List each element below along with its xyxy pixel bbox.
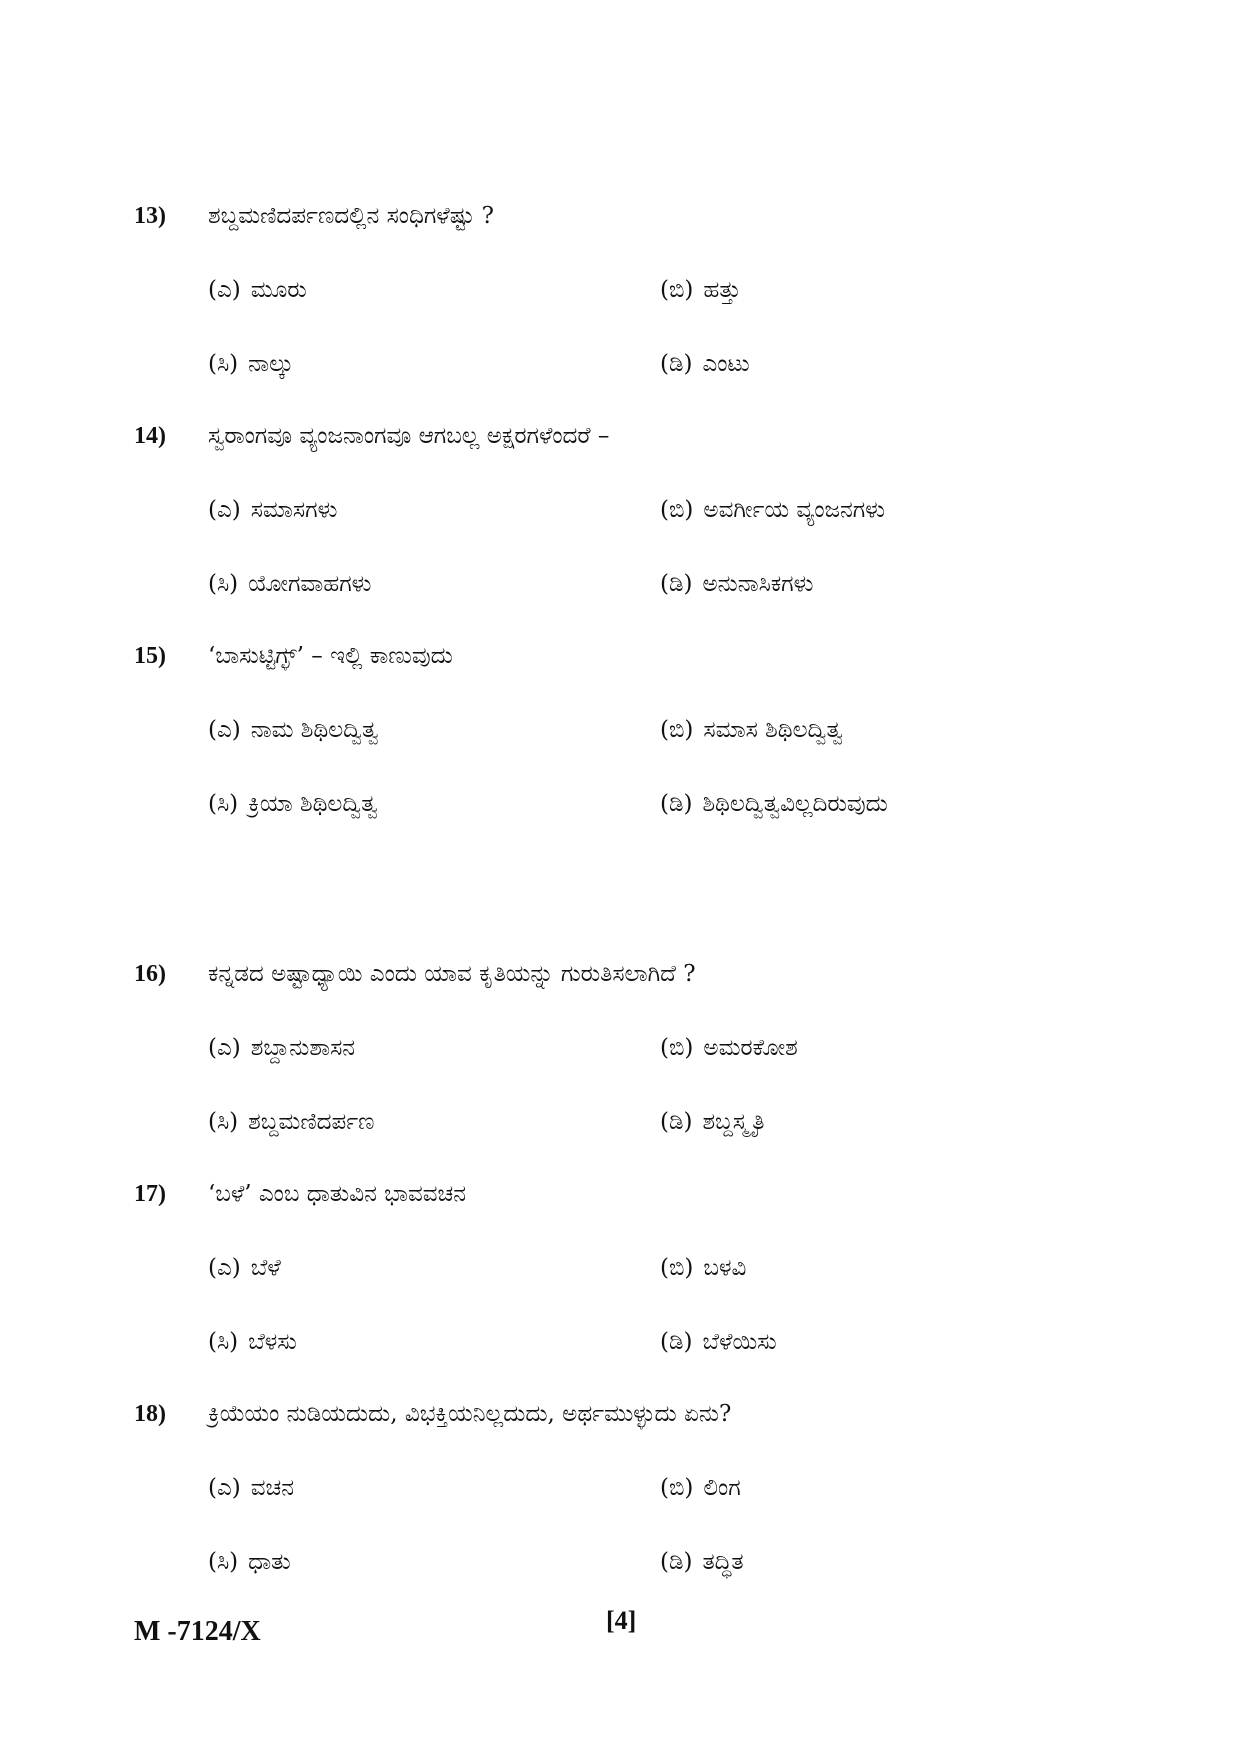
option-tag: (ಎ) xyxy=(208,717,241,743)
option-d xyxy=(660,1546,744,1578)
page-number: [4] xyxy=(606,1606,637,1635)
option-c xyxy=(208,348,293,380)
option-a xyxy=(208,1252,281,1284)
option-tag: (ಡಿ) xyxy=(660,571,693,597)
option-tag: (ಬಿ) xyxy=(660,1475,694,1501)
option-text: ಬಳವಿ xyxy=(703,1255,747,1281)
option-b xyxy=(660,1252,746,1284)
option-tag: (ಬಿ) xyxy=(660,277,694,303)
option-tag: (ಸಿ) xyxy=(208,1549,239,1575)
option-b xyxy=(660,274,741,306)
option-text: ವಚನ xyxy=(250,1475,294,1501)
option-tag: (ಡಿ) xyxy=(660,1549,693,1575)
option-text: ಶಬ್ದಮಣಿದರ್ಪಣ xyxy=(248,1109,375,1135)
option-tag: (ಡಿ) xyxy=(660,1109,693,1135)
option-text: ನಾಮ ಶಿಥಿಲದ್ವಿತ್ವ xyxy=(250,717,379,743)
option-text: ಶಿಥಿಲದ್ವಿತ್ವವಿಲ್ಲದಿರುವುದು xyxy=(702,791,888,817)
option-text: ಅಮರಕೋಶ xyxy=(703,1035,798,1061)
question-text: ಸ್ವರಾಂಗವೂ ವ್ಯಂಜನಾಂಗವೂ ಆಗಬಲ್ಲ ಅಕ್ಷರಗಳೆಂದರೆ – xyxy=(208,423,610,449)
question-number: 18) xyxy=(134,1401,166,1427)
question-number: 15) xyxy=(134,643,166,669)
option-text: ಶಬ್ದಾನುಶಾಸನ xyxy=(250,1035,356,1061)
option-tag: (ಡಿ) xyxy=(660,1329,693,1355)
option-c xyxy=(208,788,378,820)
option-tag: (ಡಿ) xyxy=(660,791,693,817)
option-tag: (ಸಿ) xyxy=(208,1329,239,1355)
option-tag: (ಸಿ) xyxy=(208,1109,239,1135)
question-text: ಕ್ರಿಯೆಯಂ ನುಡಿಯದುದು, ವಿಭಕ್ತಿಯನಿಲ್ಲದುದು, ಅರ್ಥಮುಳ್ಳುದು ಏನು? xyxy=(208,1401,732,1427)
option-tag: (ಸಿ) xyxy=(208,351,239,377)
option-tag: (ಬಿ) xyxy=(660,497,694,523)
option-c xyxy=(208,1326,297,1358)
question-number: 16) xyxy=(134,961,166,987)
question-number: 13) xyxy=(134,203,166,229)
option-c xyxy=(208,1546,291,1578)
option-tag: (ಬಿ) xyxy=(660,1035,694,1061)
option-text: ಬೆಳೆಯಿಸು xyxy=(702,1329,777,1355)
option-b xyxy=(660,1032,798,1064)
option-tag: (ಡಿ) xyxy=(660,351,693,377)
option-b xyxy=(660,1472,741,1504)
option-tag: (ಎ) xyxy=(208,1475,241,1501)
option-a xyxy=(208,1472,294,1504)
option-text: ನಾಲ್ಕು xyxy=(248,351,294,377)
option-text: ಎಂಟು xyxy=(702,351,750,377)
option-d xyxy=(660,1106,764,1138)
option-text: ಯೋಗವಾಹಗಳು xyxy=(248,571,372,597)
question-number: 17) xyxy=(134,1181,166,1207)
option-a xyxy=(208,714,378,746)
option-c xyxy=(208,568,371,600)
question-text: ಶಬ್ದಮಣಿದರ್ಪಣದಲ್ಲಿನ ಸಂಧಿಗಳೆಷ್ಟು ? xyxy=(208,203,494,229)
option-tag: (ಸಿ) xyxy=(208,791,239,817)
paper-code: M -7124/X xyxy=(134,1616,261,1647)
option-tag: (ಎ) xyxy=(208,1035,241,1061)
option-tag: (ಸಿ) xyxy=(208,571,239,597)
option-a xyxy=(208,1032,355,1064)
option-text: ಬೆಳಸು xyxy=(248,1329,297,1355)
option-text: ಸಮಾಸಗಳು xyxy=(250,497,338,523)
question-text: ಕನ್ನಡದ ಅಷ್ಟಾಧ್ಯಾಯಿ ಎಂದು ಯಾವ ಕೃತಿಯನ್ನು ಗುರುತಿಸಲಾಗಿದೆ ? xyxy=(208,961,696,987)
option-c xyxy=(208,1106,374,1138)
option-text: ಶಬ್ದಸ್ಮೃತಿ xyxy=(702,1109,765,1135)
option-text: ಮೂರು xyxy=(250,277,307,303)
option-text: ಅವರ್ಗೀಯ ವ್ಯಂಜನಗಳು xyxy=(703,497,886,523)
option-text: ಸಮಾಸ ಶಿಥಿಲದ್ವಿತ್ವ xyxy=(703,717,843,743)
option-tag: (ಎ) xyxy=(208,277,241,303)
question-text: ‘ಬಾಸುಟ್ಟಿಗ್ಳ್’ – ಇಲ್ಲಿ ಕಾಣುವುದು xyxy=(208,643,453,669)
question-text: ‘ಬಳೆ’ ಎಂಬ ಧಾತುವಿನ ಭಾವವಚನ xyxy=(208,1181,467,1207)
option-text: ಅನುನಾಸಿಕಗಳು xyxy=(702,571,814,597)
option-text: ಕ್ರಿಯಾ ಶಿಥಿಲದ್ವಿತ್ವ xyxy=(248,791,378,817)
option-tag: (ಬಿ) xyxy=(660,1255,694,1281)
option-b xyxy=(660,714,843,746)
option-d xyxy=(660,568,813,600)
option-tag: (ಎ) xyxy=(208,1255,241,1281)
option-text: ಧಾತು xyxy=(248,1549,291,1575)
option-d xyxy=(660,788,888,820)
option-text: ಬೆಳೆ xyxy=(250,1255,281,1281)
question-number: 14) xyxy=(134,423,166,449)
option-text: ಲಿಂಗ xyxy=(703,1475,741,1501)
option-b xyxy=(660,494,885,526)
option-text: ಹತ್ತು xyxy=(703,277,741,303)
option-a xyxy=(208,494,337,526)
option-d xyxy=(660,348,750,380)
option-d xyxy=(660,1326,777,1358)
option-tag: (ಎ) xyxy=(208,497,241,523)
option-tag: (ಬಿ) xyxy=(660,717,694,743)
option-text: ತದ್ಧಿತ xyxy=(702,1549,744,1575)
option-a xyxy=(208,274,307,306)
